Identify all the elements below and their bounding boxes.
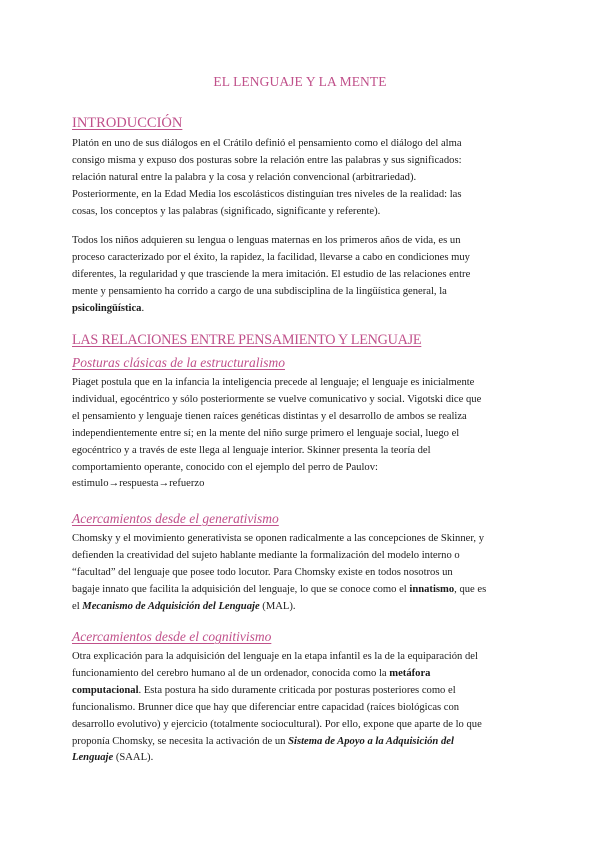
text-fragment: proponía Chomsky, se necesita la activación de un bbox=[72, 735, 289, 747]
text-line: independientemente entre sí; en la mente del niño surge primero el lenguaje social, luego el bbox=[72, 427, 460, 439]
text-line: diferentes, la regularidad y que trasciende la mera imitación. El estudio de las relaciones entre bbox=[72, 268, 471, 280]
text-line bbox=[72, 582, 530, 599]
text-fragment: , que es bbox=[454, 583, 487, 595]
text-fragment: el bbox=[72, 600, 83, 612]
text-line bbox=[72, 734, 530, 751]
text-line: comportamiento operante, conocido con el ejemplo del perro de Paulov: bbox=[72, 461, 378, 473]
bold-term-computacional: computacional bbox=[72, 684, 139, 696]
text-line: defienden la creatividad del sujeto hablante mediante la formalización del modelo interno o bbox=[72, 549, 460, 561]
text-line: el pensamiento y lenguaje tienen raíces genéticas distintas y el desarrollo de ambos se realiza bbox=[72, 410, 467, 422]
text-line: Chomsky y el movimiento generativista se oponen radicalmente a las concepciones de Skinner, y bbox=[72, 533, 485, 544]
text-line: funcionalismo. Brunner dice que hay que diferenciar entre capacidad (raíces biológicas con bbox=[72, 701, 460, 713]
text-line: Todos los niños adquieren su lengua o lenguas maternas en los primeros años de vida, es un bbox=[72, 235, 461, 246]
text-line: mente y pensamiento ha corrido a cargo de una subdisciplina de la lingüística general, la bbox=[72, 285, 447, 297]
paragraph-generativismo bbox=[72, 531, 530, 616]
text-line bbox=[72, 750, 530, 767]
bold-italic-term-mal: Mecanismo de Adquisición del Lenguaje bbox=[82, 600, 260, 612]
text-line: Piaget postula que en la infancia la inteligencia precede al lenguaje; el lenguaje es inicialmente bbox=[72, 377, 475, 388]
text-line: consigo misma y expuso dos posturas sobre la relación entre las palabras y sus significados: bbox=[72, 154, 462, 166]
paragraph-intro-1 bbox=[72, 136, 530, 221]
paragraph-cognitivismo bbox=[72, 649, 530, 767]
section-heading-introduccion: INTRODUCCIÓN bbox=[72, 115, 183, 131]
subsection-heading-cognitivismo: Acercamientos desde el cognitivismo bbox=[72, 629, 272, 644]
text-fragment: funcionamiento del cerebro humano al de un ordenador, conocida como la bbox=[72, 667, 390, 679]
text-fragment: (SAAL). bbox=[113, 752, 154, 764]
paragraph-intro-2 bbox=[72, 233, 530, 318]
text-fragment: . Esta postura ha sido duramente criticada por posturas posteriores como el bbox=[138, 684, 456, 696]
text-line: Posteriormente, en la Edad Media los escolásticos distinguían tres niveles de la realidad: las bbox=[72, 188, 462, 200]
text-line bbox=[72, 666, 530, 683]
section-heading-relaciones: LAS RELACIONES ENTRE PENSAMIENTO Y LENGUAJE bbox=[72, 332, 422, 348]
text-line: “facultad” del lenguaje que posee todo locutor. Para Chomsky existe en todos nosotros un bbox=[72, 566, 453, 578]
text-fragment: . bbox=[141, 302, 145, 314]
text-line bbox=[72, 683, 530, 700]
paragraph-estructuralismo bbox=[72, 375, 530, 493]
text-line: desarrollo evolutivo) y ejercicio (totalmente sociocultural). Por ello, expone que aparte de lo que bbox=[72, 718, 482, 730]
text-line: individual, egocéntrico y sólo posteriormente se vuelve comunicativo y social. Vigotski dice que bbox=[72, 393, 482, 405]
subsection-heading-generativismo: Acercamientos desde el generativismo bbox=[72, 511, 279, 526]
text-line bbox=[72, 301, 530, 318]
text-line: Otra explicación para la adquisición del lenguaje en la etapa infantil es la de la equiparación del bbox=[72, 651, 478, 662]
bold-italic-term-lenguaje: Lenguaje bbox=[72, 752, 114, 764]
bold-term-psicolinguistica: psicolingüística bbox=[72, 302, 142, 314]
document-title: EL LENGUAJE Y LA MENTE bbox=[213, 74, 387, 89]
text-line: proceso caracterizado por el éxito, la rapidez, la facilidad, llevarse a cabo en condiciones muy bbox=[72, 251, 470, 263]
bold-term-innatismo: innatismo bbox=[409, 583, 455, 595]
text-fragment: bagaje innato que facilita la adquisición del lenguaje, lo que se conoce como el bbox=[72, 583, 410, 595]
bold-italic-term-saal: Sistema de Apoyo a la Adquisición del bbox=[288, 735, 454, 747]
text-line bbox=[72, 599, 530, 616]
text-line: estimulo→respuesta→refuerzo bbox=[72, 478, 205, 490]
bold-term-metafora: metáfora bbox=[389, 667, 431, 679]
text-line: Platón en uno de sus diálogos en el Crátilo definió el pensamiento como el diálogo del alma bbox=[72, 138, 462, 149]
text-line: egocéntrico y a través de este llega al lenguaje interior. Skinner presenta la teoría del bbox=[72, 444, 431, 456]
text-line: cosas, los conceptos y las palabras (significado, significante y referente). bbox=[72, 205, 381, 217]
subsection-heading-estructuralismo: Posturas clásicas de la estructuralismo bbox=[72, 355, 285, 370]
text-line: relación natural entre la palabra y la cosa y relación convencional (arbitrariedad). bbox=[72, 171, 417, 183]
text-fragment: (MAL). bbox=[259, 600, 296, 612]
